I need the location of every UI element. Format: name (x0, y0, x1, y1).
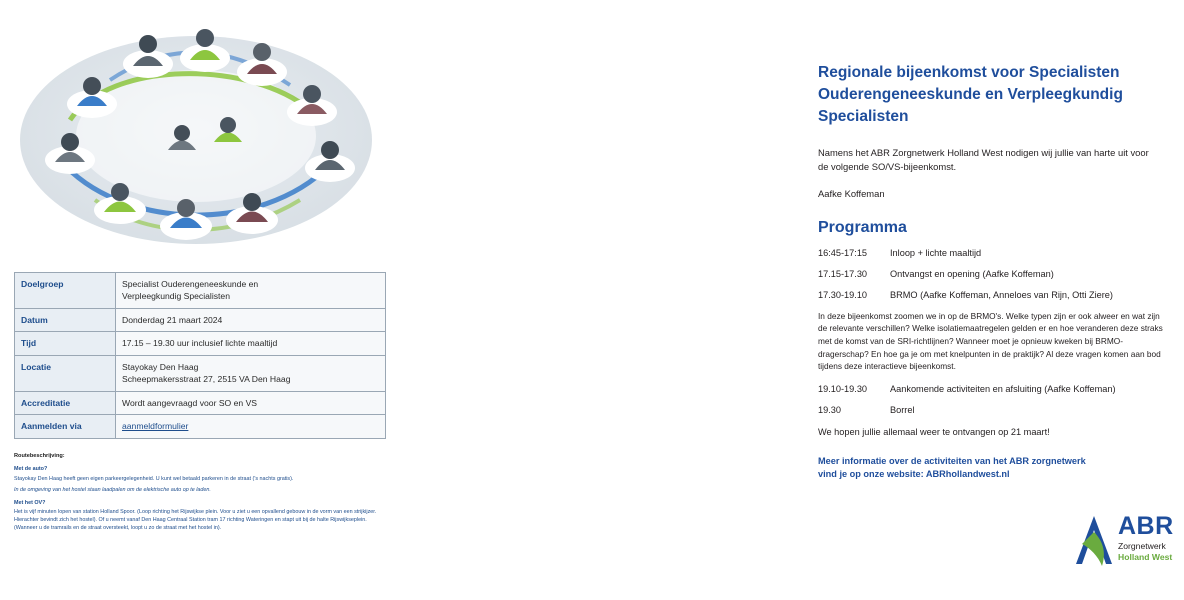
programma-time: 17.15-17.30 (818, 269, 868, 280)
row-value-line: Scheepmakersstraat 27, 2515 VA Den Haag (122, 374, 291, 385)
logo-brand: ABR (1118, 512, 1174, 540)
event-details-table (14, 272, 386, 439)
logo-subtitle-1: Zorgnetwerk (1118, 541, 1166, 551)
route-ov-text-1: Het is vijf minuten lopen van station Holland Spoor. (Loop richting het Rijswijkse plein. Voor u ziet u een opvallend gebouw in de vorm van een strijkijzer. Hierachter bevindt zich het hostel). Of u neemt vanaf Den Haag Centraal Station tram 17 richting Wateringen en stapt uit bij de halte Rijswijkseplein. (Wanneer u de tramrails en de straat oversteekt, loopt u zo de straat met het hostel in). (14, 508, 377, 532)
row-value: Donderdag 21 maart 2024 (116, 308, 386, 331)
table-row (15, 391, 386, 414)
more-info-line-2: vind je op onze website: ABRhollandwest.nl (818, 469, 1010, 480)
meeting-illustration (0, 0, 400, 268)
right-content (818, 0, 1178, 482)
row-label: Accreditatie (15, 391, 116, 414)
programma-time: 19.10-19.30 (818, 383, 868, 394)
table-row (15, 273, 386, 309)
programma-text: BRMO (Aafke Koffeman, Anneloes van Rijn, Otti Ziere) (890, 289, 1113, 300)
table-row (15, 415, 386, 438)
row-value (116, 273, 386, 309)
row-value (116, 415, 386, 438)
more-info (818, 455, 1164, 483)
programma-item (818, 289, 1178, 302)
row-label: Doelgroep (15, 273, 116, 309)
page-title: Regionale bijeenkomst voor Specialisten Ouderengeneeskunde en Verpleegkundig Specialisten (818, 64, 1123, 125)
programma-list (818, 247, 1178, 416)
left-column (0, 0, 400, 600)
abr-logo-text (1118, 514, 1174, 562)
row-value: Wordt aangevraagd voor SO en VS (116, 391, 386, 414)
row-value-line: Stayokay Den Haag (122, 361, 199, 372)
programma-time: 17.30-19.10 (818, 289, 868, 300)
route-car-text-2: In de omgeving van het hostel staan laadpalen om de elektrische auto op te laden. (14, 486, 211, 493)
programma-description: In deze bijeenkomst zoomen we in op de BRMO's. Welke typen zijn er ook alweer en wat zijn de relevante verschillen? Welke isolatiemaatregelen gelden er en hoe veranderen deze straks met de komst van de SRI-richtlijnen? Wanneer moet je opnieuw kweken bij BRMO-dragerschap? En hoe ga je om met knelpunten in de praktijk? Al deze vragen komen aan bod tijdens deze interactieve bijeenkomst. (818, 310, 1163, 372)
row-label: Tijd (15, 332, 116, 355)
programma-item (818, 247, 1178, 260)
programma-heading: Programma (818, 219, 907, 237)
row-label: Datum (15, 308, 116, 331)
table-row (15, 355, 386, 391)
intro-paragraph: Namens het ABR Zorgnetwerk Holland West nodigen wij jullie van harte uit voor de volgende SO/VS-bijeenkomst. (818, 147, 1149, 173)
table-row (15, 308, 386, 331)
route-title: Routebeschrijving: (14, 453, 65, 459)
programma-text: Aankomende activiteiten en afsluiting (Aafke Koffeman) (890, 383, 1116, 394)
programma-time: 19.30 (818, 404, 841, 415)
row-value-line: Verpleegkundig Specialisten (122, 291, 230, 302)
route-car-heading: Met de auto? (14, 466, 48, 473)
programma-text: Ontvangst en opening (Aafke Koffeman) (890, 269, 1054, 280)
route-description (14, 452, 386, 535)
closing-line: We hopen jullie allemaal weer te ontvangen op 21 maart! (818, 426, 1050, 437)
programma-text: Borrel (890, 404, 915, 415)
programma-item (818, 404, 1178, 417)
right-column (400, 0, 1174, 600)
programma-item (818, 268, 1178, 281)
row-value-line: Specialist Ouderengeneeskunde en (122, 279, 259, 289)
table-row (15, 332, 386, 355)
row-label: Locatie (15, 355, 116, 391)
more-info-line-1: Meer informatie over de activiteiten van het ABR zorgnetwerk (818, 455, 1086, 466)
row-label: Aanmelden via (15, 415, 116, 438)
route-car-text-1: Stayokay Den Haag heeft geen eigen parkeergelegenheid. U kunt wel betaald parkeren in de straat ('s nachts gratis). (14, 475, 294, 482)
programma-time: 16:45-17:15 (818, 248, 868, 259)
programma-text: Inloop + lichte maaltijd (890, 248, 982, 259)
row-value (116, 355, 386, 391)
logo-subtitle-2: Holland West (1118, 551, 1173, 562)
illustration-svg (0, 0, 400, 268)
programma-item (818, 383, 1178, 396)
route-ov-heading: Met het OV? (14, 499, 46, 506)
row-value: 17.15 – 19.30 uur inclusief lichte maaltijd (116, 332, 386, 355)
signature: Aafke Koffeman (818, 188, 885, 200)
registration-form-link[interactable]: aanmeldformulier (122, 421, 189, 432)
